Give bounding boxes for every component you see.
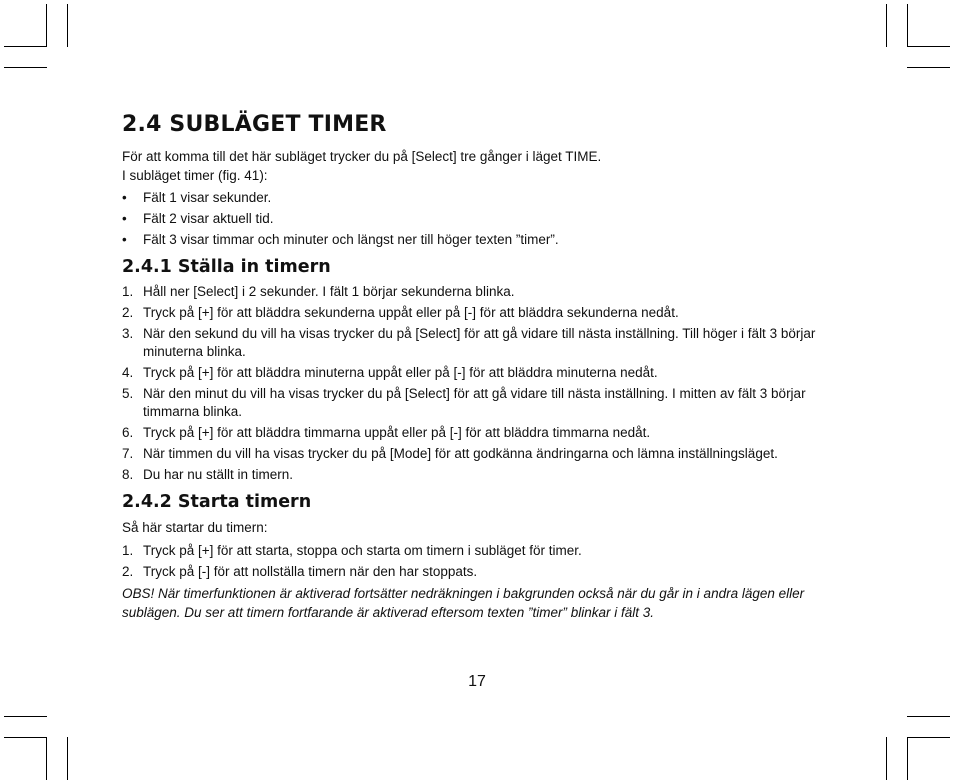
step-text: Tryck på [-] för att nollställa timern när den har stoppats. xyxy=(143,564,478,579)
crop-mark xyxy=(907,67,950,68)
step-number: 2. xyxy=(122,305,134,320)
step-text: Tryck på [+] för att bläddra sekunderna uppåt eller på [-] för att bläddra sekunderna nedåt. xyxy=(143,305,679,320)
step-item xyxy=(122,325,822,361)
crop-mark xyxy=(907,716,950,717)
step-item xyxy=(122,424,822,442)
step-text: Tryck på [+] för att bläddra timmarna uppåt eller på [-] för att bläddra timmarna nedåt. xyxy=(143,425,651,440)
page-heading: 2.4 SUBLÄGET TIMER xyxy=(122,112,387,137)
bullet-text: Fält 2 visar aktuell tid. xyxy=(143,211,274,226)
bullet-marker: • xyxy=(122,232,127,247)
step-number: 1. xyxy=(122,543,134,558)
crop-mark xyxy=(4,67,47,68)
step-item xyxy=(122,385,822,421)
crop-mark xyxy=(907,737,950,738)
step-number: 3. xyxy=(122,326,134,341)
section-heading: 2.4.1 Ställa in timern xyxy=(122,257,331,277)
step-item xyxy=(122,563,822,581)
bullet-item xyxy=(122,231,822,249)
step-text: Tryck på [+] för att starta, stoppa och starta om timern i subläget för timer. xyxy=(143,543,582,558)
crop-mark xyxy=(886,737,887,780)
crop-mark xyxy=(886,4,887,47)
step-item xyxy=(122,364,822,382)
step-number: 8. xyxy=(122,467,134,482)
section-heading: 2.4.2 Starta timern xyxy=(122,492,312,512)
step-item xyxy=(122,466,822,484)
step-text: Du har nu ställt in timern. xyxy=(143,467,294,482)
crop-mark xyxy=(46,4,47,47)
crop-mark xyxy=(907,46,950,47)
section-intro: Så här startar du timern: xyxy=(122,520,268,535)
crop-mark xyxy=(67,4,68,47)
crop-mark xyxy=(46,737,47,780)
step-item xyxy=(122,542,822,560)
step-text: Håll ner [Select] i 2 sekunder. I fält 1 börjar sekunderna blinka. xyxy=(143,284,515,299)
intro-line: För att komma till det här subläget trycker du på [Select] tre gånger i läget TIME. xyxy=(122,149,602,164)
page-number: 17 xyxy=(468,673,486,690)
step-item xyxy=(122,283,822,301)
bullet-item xyxy=(122,210,822,228)
step-number: 7. xyxy=(122,446,134,461)
intro-line: I subläget timer (fig. 41): xyxy=(122,168,268,183)
bullet-text: Fält 3 visar timmar och minuter och längst ner till höger texten ”timer”. xyxy=(143,232,559,247)
crop-mark xyxy=(907,737,908,780)
step-item xyxy=(122,304,822,322)
note-text: OBS! När timerfunktionen är aktiverad fortsätter nedräkningen i bakgrunden också när du går in i andra lägen eller sublägen. Du ser att timern fortfarande är aktiverad eftersom texten ”timer” blinkar i fält 3. xyxy=(122,586,805,620)
step-number: 2. xyxy=(122,564,134,579)
crop-mark xyxy=(4,46,47,47)
bullet-marker: • xyxy=(122,211,127,226)
step-text: När timmen du vill ha visas trycker du på [Mode] för att godkänna ändringarna och lämna inställningsläget. xyxy=(143,446,778,461)
bullet-item xyxy=(122,189,822,207)
step-text: När den sekund du vill ha visas trycker du på [Select] för att gå vidare till nästa inställning. Till höger i fält 3 börjar minuterna blinka. xyxy=(143,326,816,359)
step-number: 5. xyxy=(122,386,134,401)
step-number: 4. xyxy=(122,365,134,380)
step-item xyxy=(122,445,822,463)
crop-mark xyxy=(4,716,47,717)
bullet-text: Fält 1 visar sekunder. xyxy=(143,190,272,205)
bullet-marker: • xyxy=(122,190,127,205)
crop-mark xyxy=(67,737,68,780)
step-number: 1. xyxy=(122,284,134,299)
step-text: När den minut du vill ha visas trycker du på [Select] för att gå vidare till nästa inställning. I mitten av fält 3 börjar timmarna blinka. xyxy=(143,386,806,419)
crop-mark xyxy=(907,4,908,47)
step-number: 6. xyxy=(122,425,134,440)
step-text: Tryck på [+] för att bläddra minuterna uppåt eller på [-] för att bläddra minuterna nedåt. xyxy=(143,365,658,380)
page-content xyxy=(122,112,822,622)
crop-mark xyxy=(4,737,47,738)
